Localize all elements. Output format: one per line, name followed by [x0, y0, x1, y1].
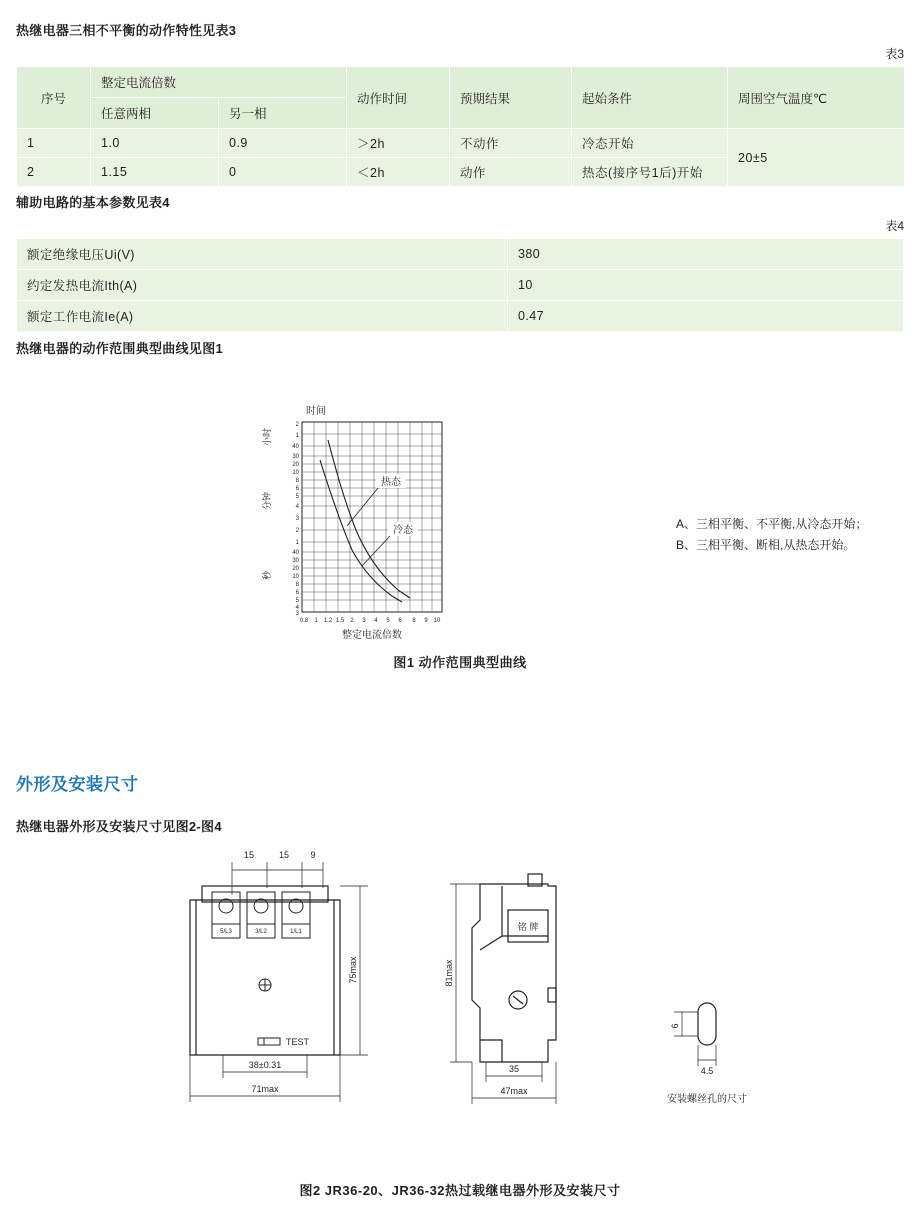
svg-text:4: 4 [295, 504, 299, 510]
th-multiple-group: 整定电流倍数 [91, 67, 347, 98]
figure1-caption: 图1 动作范围典型曲线 [393, 655, 527, 670]
table-4 [16, 238, 904, 332]
th-seq: 序号 [17, 67, 91, 129]
svg-text:3: 3 [362, 618, 366, 624]
cell-any-two: 1.0 [91, 129, 219, 158]
svg-text:10: 10 [292, 470, 299, 476]
th-ambient-temp: 周围空气温度℃ [728, 67, 905, 129]
dim-71max: 71max [251, 1084, 279, 1094]
cell-param-label: 约定发热电流Ith(A) [17, 270, 508, 301]
y-group-minutes: 分钟 [262, 491, 272, 510]
section2-heading: 辅助电路的基本参数见表4 [16, 195, 170, 210]
cell-param-label: 额定工作电流Ie(A) [17, 301, 508, 332]
chart-note-a: A、三相平衡、不平衡,从冷态开始； [676, 517, 868, 531]
y-group-hours: 小时 [262, 427, 272, 446]
svg-text:2: 2 [295, 422, 299, 428]
figure2-caption: 图2 JR36-20、JR36-32热过载继电器外形及安装尺寸 [299, 1183, 621, 1198]
dim-hole-45: 4.5 [700, 1066, 714, 1076]
svg-text:3: 3 [295, 516, 299, 522]
dim-9: 9 [310, 850, 316, 860]
cell-action-time: ＞2h [347, 129, 450, 158]
cell-param-value: 0.47 [508, 301, 904, 332]
dim-15-b: 15 [278, 850, 290, 860]
svg-text:4: 4 [374, 618, 378, 624]
chart-y-title: 时间 [306, 406, 326, 417]
section-aux-circuit [16, 192, 904, 332]
th-any-two-phases: 任意两相 [91, 98, 219, 129]
dim-81max: 81max [444, 959, 454, 987]
svg-text:30: 30 [292, 558, 299, 564]
section3-heading-wrap [16, 338, 223, 357]
th-start-condition: 起始条件 [572, 67, 728, 129]
cell-action-time: ＜2h [347, 158, 450, 187]
svg-text:5: 5 [295, 598, 299, 604]
svg-text:8: 8 [295, 478, 299, 484]
section1-heading: 热继电器三相不平衡的动作特性见表3 [16, 23, 237, 38]
dim-15-a: 15 [243, 850, 255, 860]
svg-text:1/L1: 1/L1 [290, 929, 302, 935]
svg-text:20: 20 [292, 462, 299, 468]
svg-text:6: 6 [398, 618, 402, 624]
th-expected: 预期结果 [450, 67, 572, 129]
cell-seq: 2 [17, 158, 91, 187]
cell-expected: 动作 [450, 158, 572, 187]
cell-expected: 不动作 [450, 129, 572, 158]
dim-47max: 47max [500, 1086, 528, 1096]
svg-text:4: 4 [295, 605, 299, 611]
svg-text:5: 5 [295, 494, 299, 500]
svg-text:9: 9 [424, 618, 428, 624]
section-unbalance [16, 20, 904, 187]
cell-param-value: 380 [508, 239, 904, 270]
dim-35: 35 [508, 1064, 520, 1074]
cell-start-cond: 热态(接序号1后)开始 [572, 158, 728, 187]
th-action-time: 动作时间 [347, 67, 450, 129]
table3-header-row-1 [17, 67, 905, 98]
table3-label: 表3 [885, 47, 904, 61]
label-cold: 冷态 [393, 525, 413, 536]
svg-text:5: 5 [386, 618, 390, 624]
svg-text:30: 30 [292, 454, 299, 460]
svg-text:8: 8 [412, 618, 416, 624]
cell-param-label: 额定绝缘电压Ui(V) [17, 239, 508, 270]
th-other-phase: 另一相 [219, 98, 347, 129]
outline-drawing [150, 840, 850, 1140]
label-nameplate: 铭 牌 [517, 922, 539, 932]
svg-text:2: 2 [350, 618, 354, 624]
svg-text:6: 6 [295, 590, 299, 596]
svg-text:8: 8 [295, 582, 299, 588]
hole-caption: 安装螺丝孔的尺寸 [667, 1094, 747, 1105]
svg-text:1: 1 [314, 618, 318, 624]
svg-text:3: 3 [295, 611, 299, 617]
cell-any-two: 1.15 [91, 158, 219, 187]
svg-text:1: 1 [295, 540, 299, 546]
cell-other: 0.9 [219, 129, 347, 158]
svg-text:20: 20 [292, 566, 299, 572]
table-3 [16, 66, 905, 187]
curve-chart [240, 400, 680, 650]
table-row [17, 129, 905, 158]
dim-75max: 75max [348, 956, 358, 984]
svg-text:1.2: 1.2 [323, 618, 333, 624]
label-hot: 热态 [381, 477, 401, 488]
svg-text:6: 6 [295, 486, 299, 492]
chart-notes [676, 514, 867, 556]
svg-text:1: 1 [295, 433, 299, 439]
cell-start-cond: 冷态开始 [572, 129, 728, 158]
cell-param-value: 10 [508, 270, 904, 301]
svg-text:1.5: 1.5 [335, 618, 345, 624]
label-test: TEST [286, 1037, 310, 1047]
svg-text:0.8: 0.8 [299, 618, 309, 624]
dim-hole-6: 6 [670, 1023, 680, 1029]
y-group-seconds: 秒 [262, 570, 272, 580]
svg-text:40: 40 [292, 444, 299, 450]
table-row [17, 239, 904, 270]
cell-seq: 1 [17, 129, 91, 158]
section4-heading: 热继电器外形及安装尺寸见图2-图4 [16, 819, 222, 834]
table-row [17, 301, 904, 332]
dim-38: 38±0.31 [248, 1060, 282, 1070]
table-row [17, 270, 904, 301]
cell-ambient: 20±5 [728, 129, 905, 187]
outline-section-heading: 外形及安装尺寸 [16, 775, 139, 794]
svg-text:10: 10 [292, 574, 299, 580]
svg-text:2: 2 [295, 528, 299, 534]
chart-note-b: B、三相平衡、断相,从热态开始。 [676, 538, 856, 552]
svg-text:40: 40 [292, 550, 299, 556]
section3-heading: 热继电器的动作范围典型曲线见图1 [16, 341, 224, 356]
svg-text:5/L3: 5/L3 [220, 929, 232, 935]
svg-text:3/L2: 3/L2 [255, 929, 267, 935]
svg-text:10: 10 [433, 618, 441, 624]
cell-other: 0 [219, 158, 347, 187]
chart-x-title: 整定电流倍数 [342, 630, 402, 641]
table4-label: 表4 [885, 219, 904, 233]
